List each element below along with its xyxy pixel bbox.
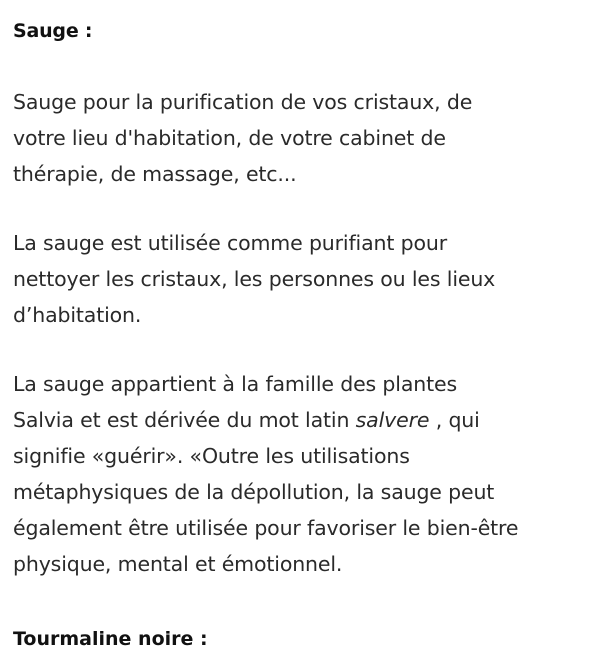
paragraph-purification	[13, 84, 472, 192]
text-line: La sauge appartient à la famille des plantes	[13, 372, 457, 396]
text-line	[13, 402, 518, 438]
paragraph-usage	[13, 225, 495, 333]
text-line: métaphysiques de la dépollution, la sauge peut	[13, 480, 495, 504]
text-segment: , qui	[429, 408, 480, 432]
section-title: Sauge :	[13, 20, 93, 42]
text-line: La sauge est utilisée comme purifiant pour	[13, 231, 447, 255]
paragraph-origin	[13, 366, 518, 582]
text-line: d’habitation.	[13, 303, 142, 327]
text-line: physique, mental et émotionnel.	[13, 552, 343, 576]
text-line: thérapie, de massage, etc...	[13, 162, 297, 186]
text-line: signifie «guérir». «Outre les utilisations	[13, 444, 410, 468]
text-line: nettoyer les cristaux, les personnes ou les lieux	[13, 267, 496, 291]
next-section-title: Tourmaline noire :	[13, 628, 208, 650]
latin-word: salvere	[355, 408, 430, 432]
text-line: également être utilisée pour favoriser le bien-être	[13, 516, 519, 540]
text-line: votre lieu d'habitation, de votre cabinet de	[13, 126, 446, 150]
text-segment: Salvia et est dérivée du mot latin	[13, 408, 356, 432]
text-line: Sauge pour la purification de vos cristaux, de	[13, 90, 473, 114]
